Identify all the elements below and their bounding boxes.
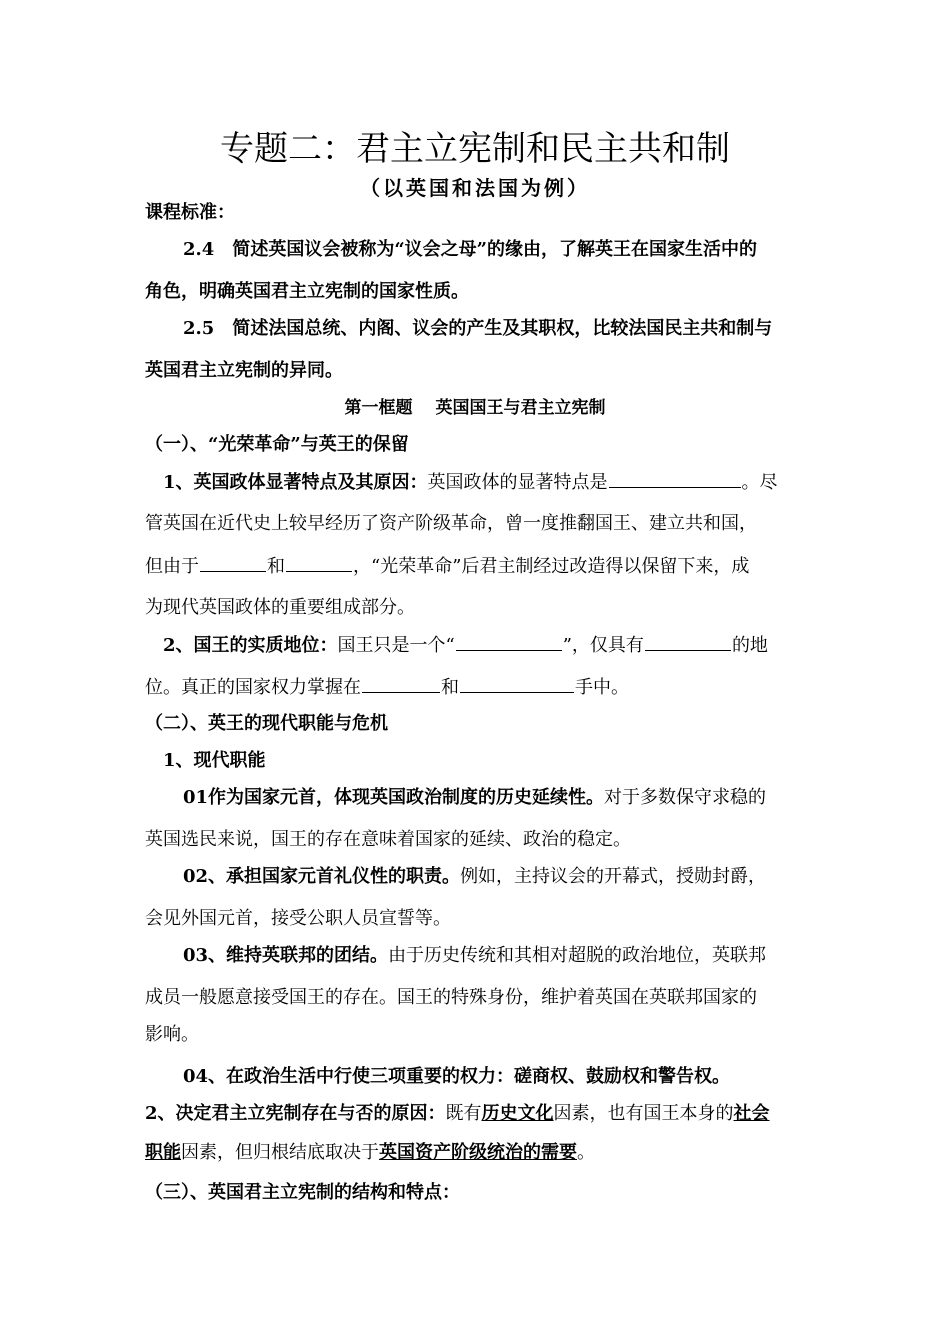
- s2-f1-line2: 英国选民来说，国王的存在意味着国家的延续、政治的稳定。: [145, 829, 631, 850]
- s2-p2-t3: 因素，但归根结底取决于: [181, 1142, 379, 1163]
- s1-p2-line1: [163, 632, 810, 659]
- s2-f4: 04、在政治生活中行使三项重要的权力：磋商权、鼓励权和警告权。: [183, 1066, 731, 1087]
- s1-p1-line3a: 但由于: [145, 556, 199, 577]
- s1-p2-line2a: 位。真正的国家权力掌握在: [145, 677, 361, 698]
- fill-blank[interactable]: [286, 553, 352, 572]
- fill-blank[interactable]: [460, 674, 574, 693]
- standard-label: 课程标准：: [145, 202, 235, 223]
- standard-2-5-line2: 英国君主立宪制的异同。: [145, 360, 343, 381]
- frame-title: 第一框题 英国国王与君主立宪制: [344, 398, 606, 418]
- s2-p2-t1: 既有: [445, 1103, 482, 1124]
- s2-p2-u3: 职能: [145, 1142, 181, 1163]
- s2-p2-u2: 社会: [733, 1103, 770, 1124]
- s1-p1-line4: 为现代英国政体的重要组成部分。: [145, 597, 415, 618]
- s1-p1-text1: 英国政体的显著特点是: [427, 472, 608, 493]
- s2-p2-t2: 因素，也有国王本身的: [553, 1103, 734, 1124]
- fill-blank[interactable]: [645, 632, 731, 651]
- s2-sub1: 1、现代职能: [163, 750, 266, 771]
- fill-blank[interactable]: [456, 632, 562, 651]
- s2-f2-rest: 例如，主持议会的开幕式，授勋封爵，: [460, 866, 767, 887]
- standard-2-4-line2: 角色，明确英国君主立宪制的国家性质。: [145, 281, 469, 302]
- fill-blank[interactable]: [609, 469, 741, 488]
- s2-f2-line1: [183, 864, 810, 890]
- s2-p2-t4: 。: [577, 1142, 595, 1163]
- s1-p2-line2b: 和: [441, 677, 459, 698]
- s1-p2-label: 2、国王的实质地位：: [163, 635, 338, 656]
- s1-p2-line2c: 手中。: [575, 677, 629, 698]
- s2-f3-line1: [183, 943, 810, 969]
- section-1-heading: （一）、“光荣革命”与英王的保留: [145, 434, 409, 455]
- s1-p2-text3: 的地: [731, 635, 768, 656]
- s2-f1-bold: 01作为国家元首，体现英国政治制度的历史延续性。: [183, 787, 605, 808]
- s2-p2-line1: [145, 1101, 810, 1127]
- s2-p2-u4: 英国资产阶级统治的需要: [379, 1142, 577, 1163]
- s2-p2-label: 2、决定君主立宪制存在与否的原因：: [145, 1103, 446, 1124]
- fill-blank[interactable]: [200, 553, 266, 572]
- page-subtitle: （以英国和法国为例）: [360, 176, 590, 200]
- s2-p2-u1: 历史文化: [481, 1103, 554, 1124]
- s2-f1-line1: [183, 785, 810, 811]
- s1-p1-line3c: ，“光荣革命”后君主制经过改造得以保留下来，成: [353, 556, 750, 577]
- s2-f2-bold: 02、承担国家元首礼仪性的职责。: [183, 866, 461, 887]
- s2-f3-line2: 成员一般愿意接受国王的存在。国王的特殊身份，维护着英国在英联邦国家的: [145, 987, 757, 1008]
- section-2-heading: （二）、英王的现代职能与危机: [145, 713, 388, 734]
- s1-p1-line3b: 和: [267, 556, 285, 577]
- s2-f3-rest: 由于历史传统和其相对超脱的政治地位，英联邦: [388, 945, 767, 966]
- s1-p1-line2: 管英国在近代史上较早经历了资产阶级革命，曾一度推翻国王、建立共和国，: [145, 513, 757, 534]
- page-title: 专题二：君主立宪制和民主共和制: [220, 129, 730, 169]
- s1-p1-label: 1、英国政体显著特点及其原因：: [163, 472, 428, 493]
- section-3-heading: （三）、英国君主立宪制的结构和特点：: [145, 1182, 460, 1203]
- s1-p2-text1: 国王只是一个“: [337, 635, 455, 656]
- s2-f1-rest: 对于多数保守求稳的: [604, 787, 767, 808]
- s2-f3-bold: 03、维持英联邦的团结。: [183, 945, 389, 966]
- s1-p2-text2: ”，仅具有: [562, 635, 644, 656]
- s2-f2-line2: 会见外国元首，接受公职人员宣誓等。: [145, 908, 451, 929]
- fill-blank[interactable]: [362, 674, 440, 693]
- s1-p2-line2: [145, 674, 810, 701]
- s1-p1-line1: [163, 469, 810, 496]
- s1-p1-line3: [145, 553, 810, 580]
- standard-2-4-line1: 2.4 简述英国议会被称为“议会之母”的缘由，了解英王在国家生活中的: [183, 239, 758, 260]
- s1-p1-text2: 。尽: [741, 472, 778, 493]
- s2-f3-line3: 影响。: [145, 1024, 199, 1045]
- s2-p2-line2: [145, 1140, 810, 1166]
- standard-2-5-line1: 2.5 简述法国总统、内阁、议会的产生及其职权，比较法国民主共和制与: [183, 318, 773, 339]
